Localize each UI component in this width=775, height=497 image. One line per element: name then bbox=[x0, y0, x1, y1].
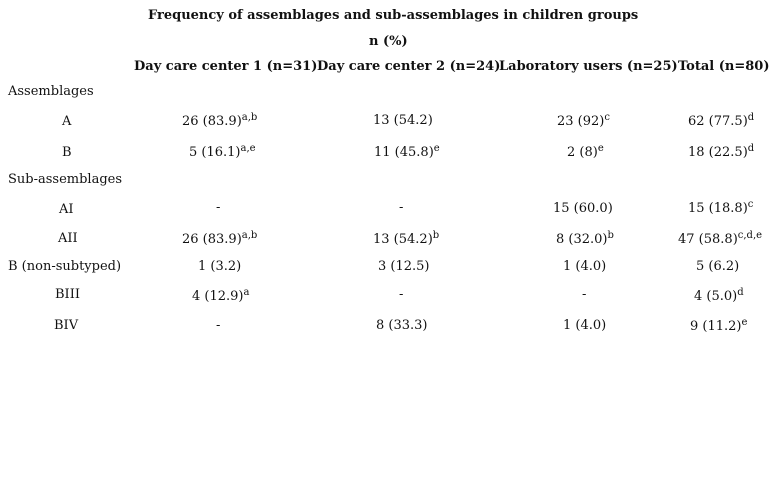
header-laboratory-users: Laboratory users (n=25) bbox=[499, 59, 678, 74]
section-sub-assemblages: Sub-assemblages bbox=[8, 172, 123, 187]
table-title-line2: n (%) bbox=[369, 34, 408, 49]
row-label-BIV: BIV bbox=[54, 318, 79, 333]
cell-BIV-dc1: - bbox=[216, 318, 221, 333]
cell-AI-dc1: - bbox=[216, 200, 221, 215]
cell-A-lab: 23 $(92)^c$ bbox=[557, 112, 610, 129]
section-assemblages: Assemblages bbox=[8, 84, 94, 99]
cell-Bnon-lab: 1 (4.0) bbox=[563, 259, 607, 274]
cell-Bnon-dc1: 1 (3.2) bbox=[198, 259, 242, 274]
header-total: Total (n=80) bbox=[678, 59, 770, 74]
cell-A-total: 62 $(77.5)^d$ bbox=[688, 112, 755, 129]
table-title-line1: Frequency of assemblages and sub-assemblages in children groups bbox=[148, 8, 639, 23]
cell-A-dc2: 13 (54.2) bbox=[373, 113, 433, 128]
cell-Bnon-dc2: 3 (12.5) bbox=[378, 259, 430, 274]
cell-AII-lab: 8 $(32.0)^b$ bbox=[556, 230, 614, 247]
header-day-care-1: Day care center 1 (n=31) bbox=[134, 59, 318, 74]
cell-B-total: 18 $(22.5)^d$ bbox=[688, 143, 755, 160]
cell-BIII-total: 4 $(5.0)^d$ bbox=[694, 287, 744, 304]
cell-Bnon-total: 5 (6.2) bbox=[696, 259, 740, 274]
row-label-A: A bbox=[62, 114, 72, 129]
row-label-B-non-subtyped: B (non-subtyped) bbox=[8, 259, 122, 274]
cell-AI-total: 15 $(18.8)^c$ bbox=[688, 199, 754, 216]
cell-BIII-lab: - bbox=[582, 287, 587, 302]
cell-BIV-lab: 1 (4.0) bbox=[563, 318, 607, 333]
cell-BIV-dc2: 8 (33.3) bbox=[376, 318, 428, 333]
cell-BIII-dc1: 4 $(12.9)^a$ bbox=[192, 287, 250, 304]
cell-BIV-total: 9 $(11.2)^e$ bbox=[690, 317, 748, 334]
cell-AI-dc2: - bbox=[399, 200, 404, 215]
cell-AII-total: 47 $(58.8)^{c,d,e}$ bbox=[678, 230, 763, 247]
cell-BIII-dc2: - bbox=[399, 287, 404, 302]
row-label-B: B bbox=[62, 145, 72, 160]
cell-B-dc2: 11 $(45.8)^e$ bbox=[374, 143, 440, 160]
cell-B-dc1: 5 $(16.1)^{a,e}$ bbox=[189, 143, 256, 160]
cell-B-lab: 2 $(8)^e$ bbox=[567, 143, 604, 160]
cell-A-dc1: 26 $(83.9)^{a,b}$ bbox=[182, 112, 258, 129]
row-label-AI: AI bbox=[59, 202, 74, 217]
row-label-AII: AII bbox=[58, 231, 78, 246]
row-label-BIII: BIII bbox=[55, 287, 80, 302]
cell-AI-lab: 15 (60.0) bbox=[553, 201, 613, 216]
cell-AII-dc2: 13 $(54.2)^b$ bbox=[373, 230, 440, 247]
header-day-care-2: Day care center 2 (n=24) bbox=[317, 59, 501, 74]
cell-AII-dc1: 26 $(83.9)^{a,b}$ bbox=[182, 230, 258, 247]
